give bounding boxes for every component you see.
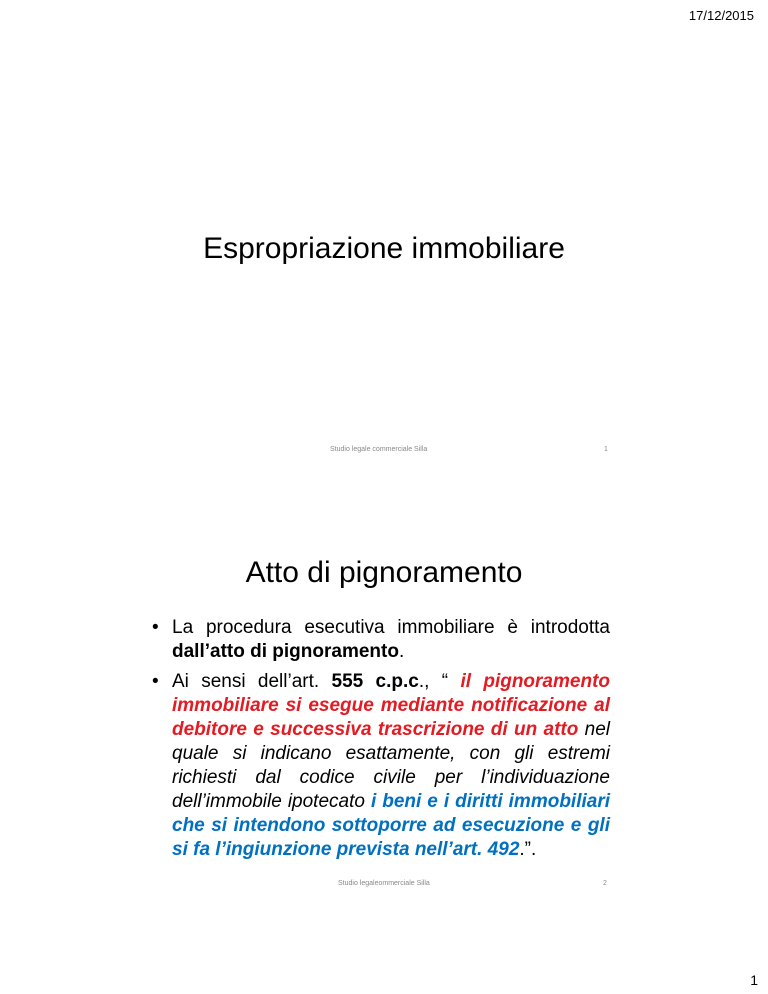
bullet2-blue-quote: i beni e i diritti immobiliari che si intendono sottoporre ad esecuzione e gli si fa l’ingiunzione prevista nell’art. 492	[172, 791, 611, 860]
bullet2-mid: ., “	[418, 671, 461, 692]
slide2-bullets	[152, 616, 610, 868]
bullet2-pre: Ai sensi dell’art.	[172, 671, 332, 692]
slide2-number: 2	[603, 880, 607, 887]
slide1-number: 1	[604, 446, 608, 453]
page-number: 1	[750, 972, 758, 988]
bullet2-end: .”.	[519, 839, 537, 860]
bullet-dot-icon: •	[152, 617, 159, 638]
bullet-item-2	[152, 670, 610, 862]
bullet2-article: 555 c.p.c	[331, 671, 419, 692]
bullet1-text: La procedura esecutiva immobiliare è introdotta	[172, 617, 610, 638]
bullet1-bold: dall’atto di pignoramento	[172, 641, 399, 662]
bullet2-red-quote: il pignoramento immobiliare si esegue mediante notificazione al debitore e successiva trascrizione di un atto	[172, 671, 610, 740]
bullet-dot-icon: •	[152, 671, 159, 692]
slide2-footer: Studio legaleommerciale Silla	[338, 880, 430, 887]
bullet2-italic: nel quale si indicano esattamente, con gli estremi richiesti dal codice civile per l’individuazione dell’immobile ipotecato	[172, 719, 611, 812]
bullet-item-1	[152, 616, 610, 664]
document-date: 17/12/2015	[688, 8, 754, 23]
bullet1-end: .	[398, 641, 405, 662]
slide2-title: Atto di pignoramento	[245, 556, 523, 589]
slide1-title: Espropriazione immobiliare	[203, 232, 565, 265]
slide1-footer: Studio legale commerciale Silla	[330, 446, 428, 453]
